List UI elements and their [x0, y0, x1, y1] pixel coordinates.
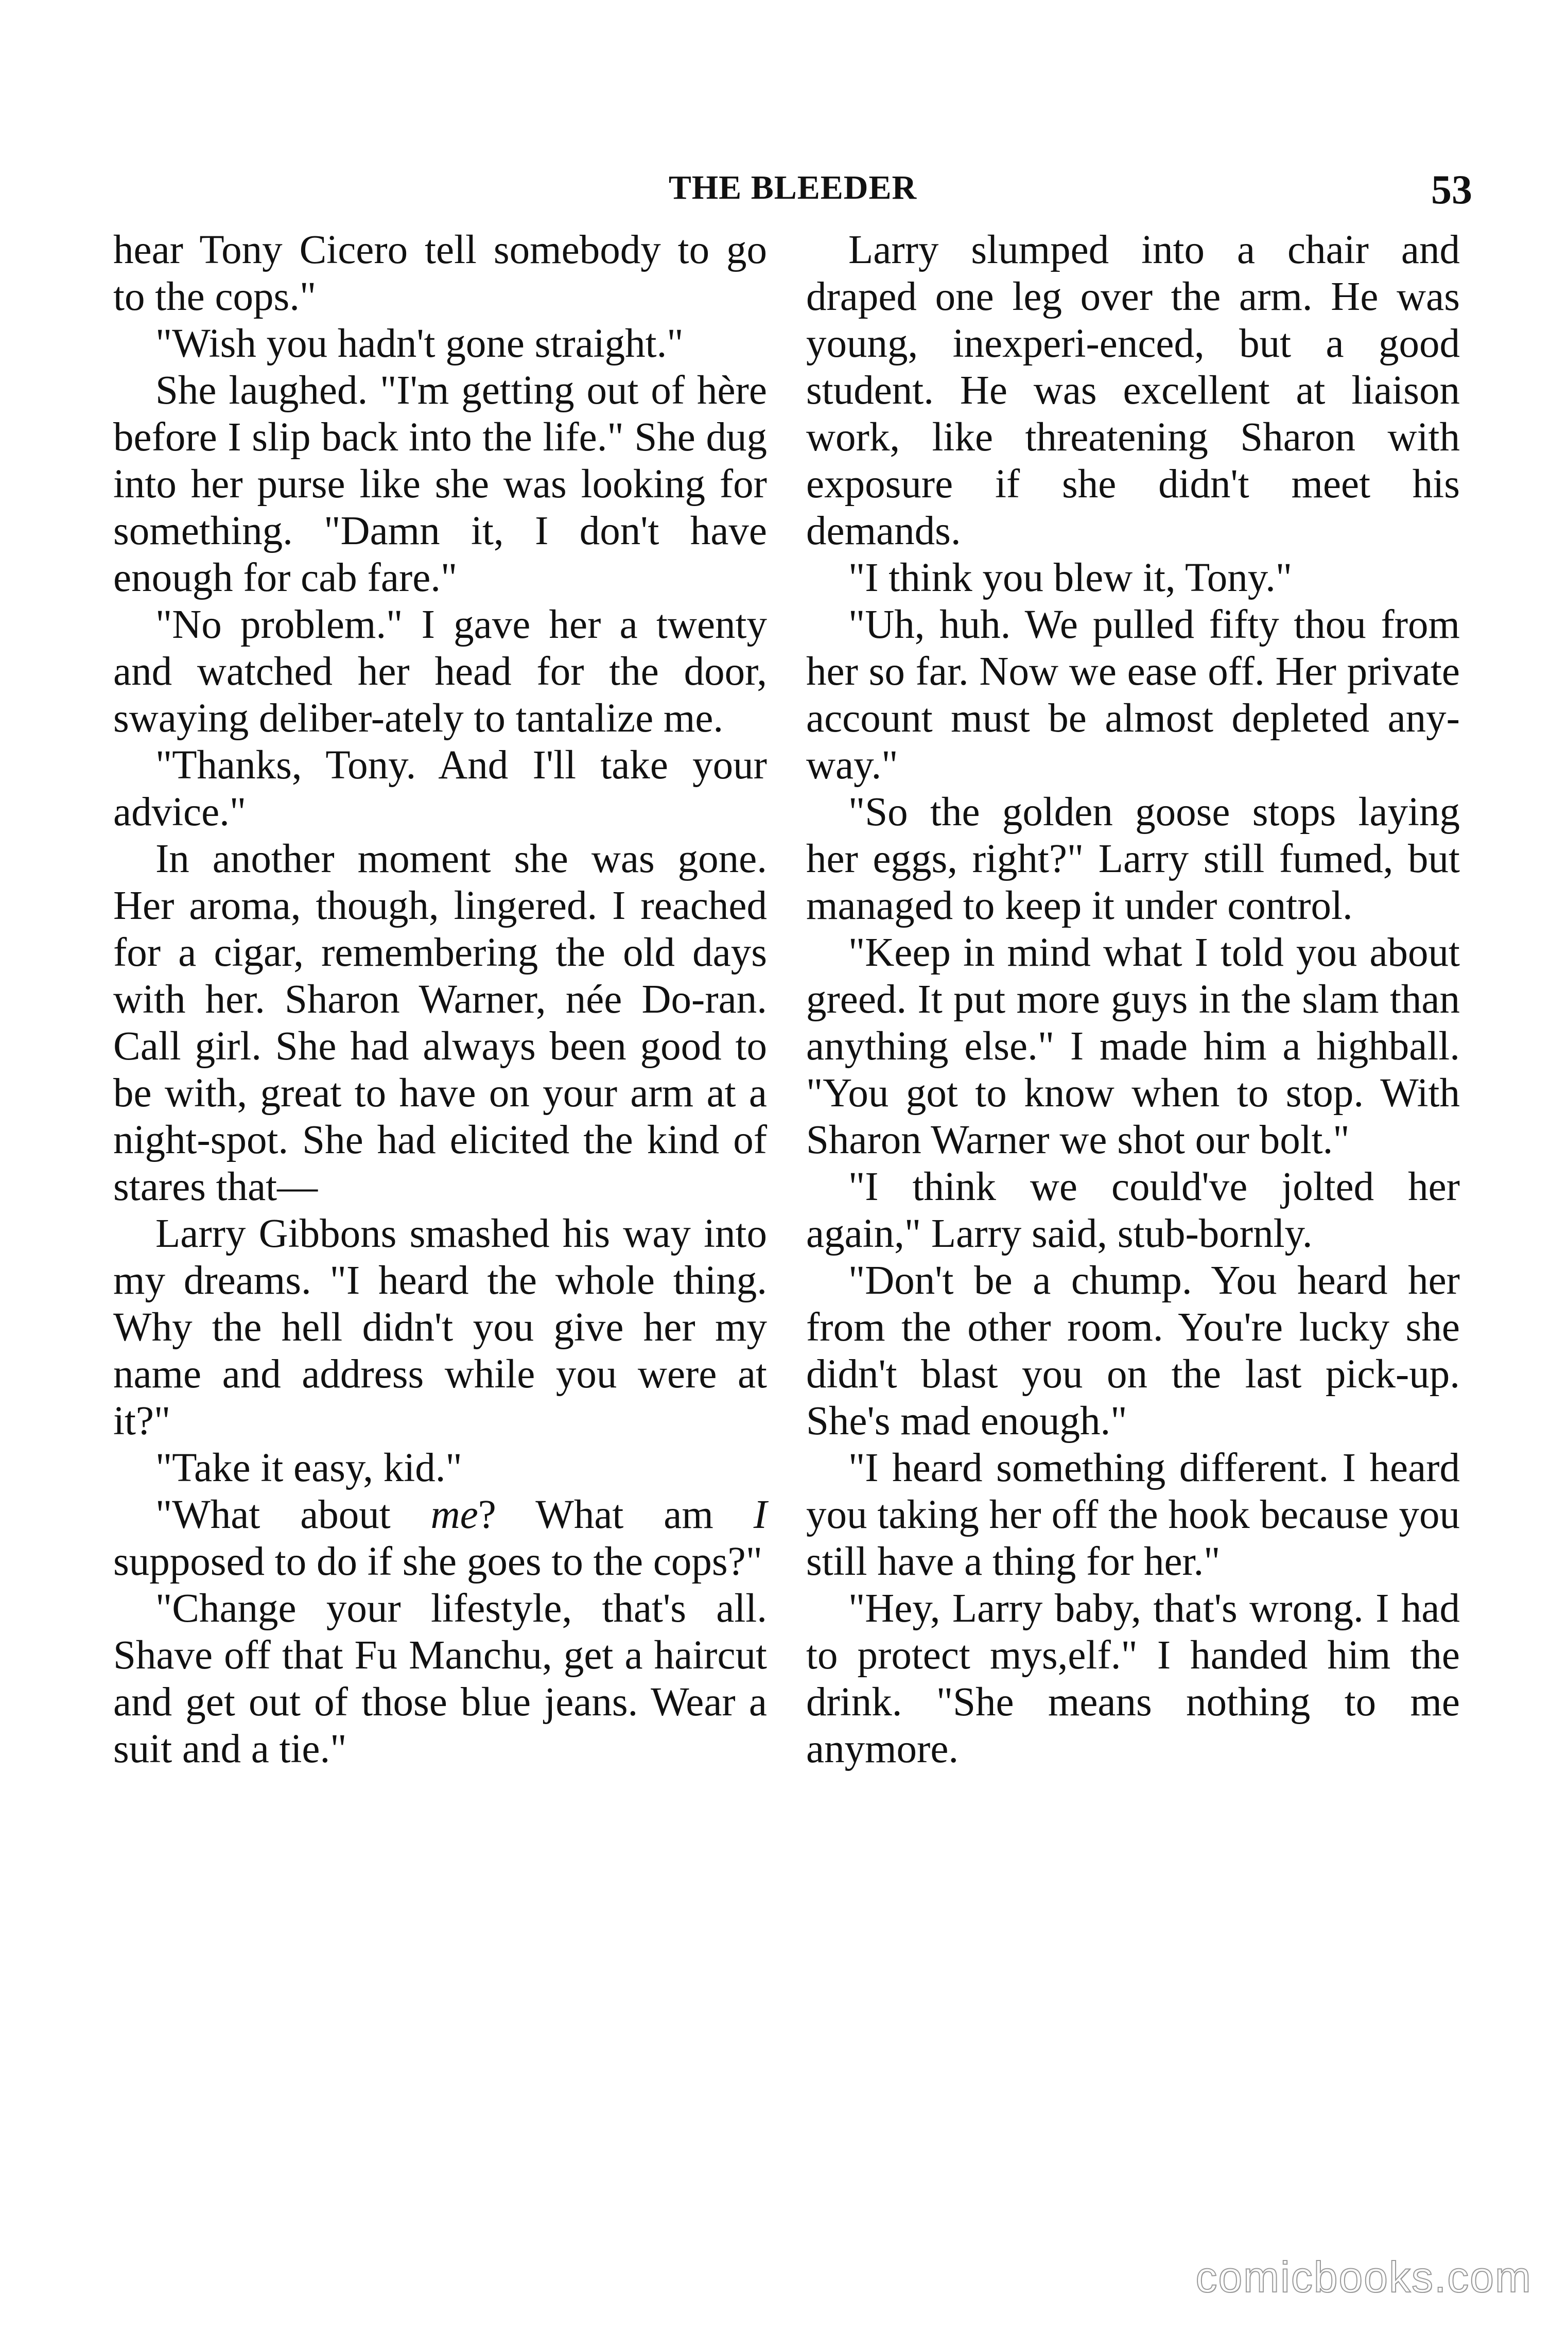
running-header: [113, 160, 1472, 216]
paragraph: "Uh, huh. We pulled fifty thou from her so far. Now we ease off. Her private account must be almost depleted any-way.": [806, 602, 1460, 788]
paragraph: "I think we could've jolted her again," Larry said, stub-bornly.: [806, 1164, 1460, 1256]
paragraph: Larry slumped into a chair and draped one leg over the arm. He was young, inexperi-enced, but a good student. He was excellent at liaison work, like threatening Sharon with exposure if she didn't meet his demands.: [806, 228, 1460, 553]
paragraph: "Take it easy, kid.": [155, 1446, 462, 1490]
paragraph: She laughed. "I'm getting out of hère before I slip back into the life." She dug into her purse like she was looking for something. "Damn it, I don't have enough for cab fare.": [113, 368, 767, 600]
paragraph: "I think you blew it, Tony.": [848, 555, 1293, 600]
paragraph: "Change your lifestyle, that's all. Shave off that Fu Manchu, get a haircut and get out of those blue jeans. Wear a suit and a tie.": [113, 1586, 767, 1771]
running-title: THE BLEEDER: [668, 169, 917, 206]
paragraph: "Don't be a chump. You heard her from the other room. You're lucky she didn't blast you on the last pick-up. She's mad enough.": [806, 1258, 1460, 1444]
right-column: [806, 227, 1460, 1772]
page-number: 53: [1431, 167, 1472, 213]
paragraph: "No problem." I gave her a twenty and watched her head for the door, swaying deliber-ately to tantalize me.: [113, 602, 767, 741]
paragraph: [113, 1491, 767, 1585]
paragraph-text: ? What am: [478, 1492, 754, 1537]
paragraph: "Thanks, Tony. And I'll take your advice.": [113, 743, 767, 834]
paragraph: In another moment she was gone. Her aroma, though, lingered. I reached for a cigar, remembering the old days with her. Sharon Warner, née Do-ran. Call girl. She had always been good to be with, great to have on your arm at a night-spot. She had elicited the kind of stares that—: [113, 837, 767, 1209]
paragraph: hear Tony Cicero tell somebody to go to the cops.": [113, 228, 767, 319]
left-column: [113, 227, 767, 1772]
emphasis: me: [430, 1492, 478, 1537]
paragraph: "So the golden goose stops laying her eggs, right?" Larry still fumed, but managed to keep it under control.: [806, 790, 1460, 928]
paragraph: Larry Gibbons smashed his way into my dreams. "I heard the whole thing. Why the hell didn't you give her my name and address while you were at it?": [113, 1211, 767, 1444]
paragraph-text: supposed to do if she goes to the cops?": [113, 1539, 762, 1584]
paragraph-text: "What about: [155, 1492, 431, 1537]
paragraph: "Hey, Larry baby, that's wrong. I had to protect mys,elf." I handed him the drink. "She means nothing to me anymore.: [806, 1586, 1460, 1771]
paragraph: "Keep in mind what I told you about greed. It put more guys in the slam than anything else." I made him a highball. "You got to know when to stop. With Sharon Warner we shot our bolt.": [806, 930, 1460, 1162]
paragraph: "Wish you hadn't gone straight.": [155, 321, 684, 366]
emphasis: I: [753, 1492, 767, 1537]
watermark: comicbooks.com: [1195, 2253, 1532, 2301]
paragraph: "I heard something different. I heard you taking her off the hook because you still have a thing for her.": [806, 1446, 1460, 1584]
